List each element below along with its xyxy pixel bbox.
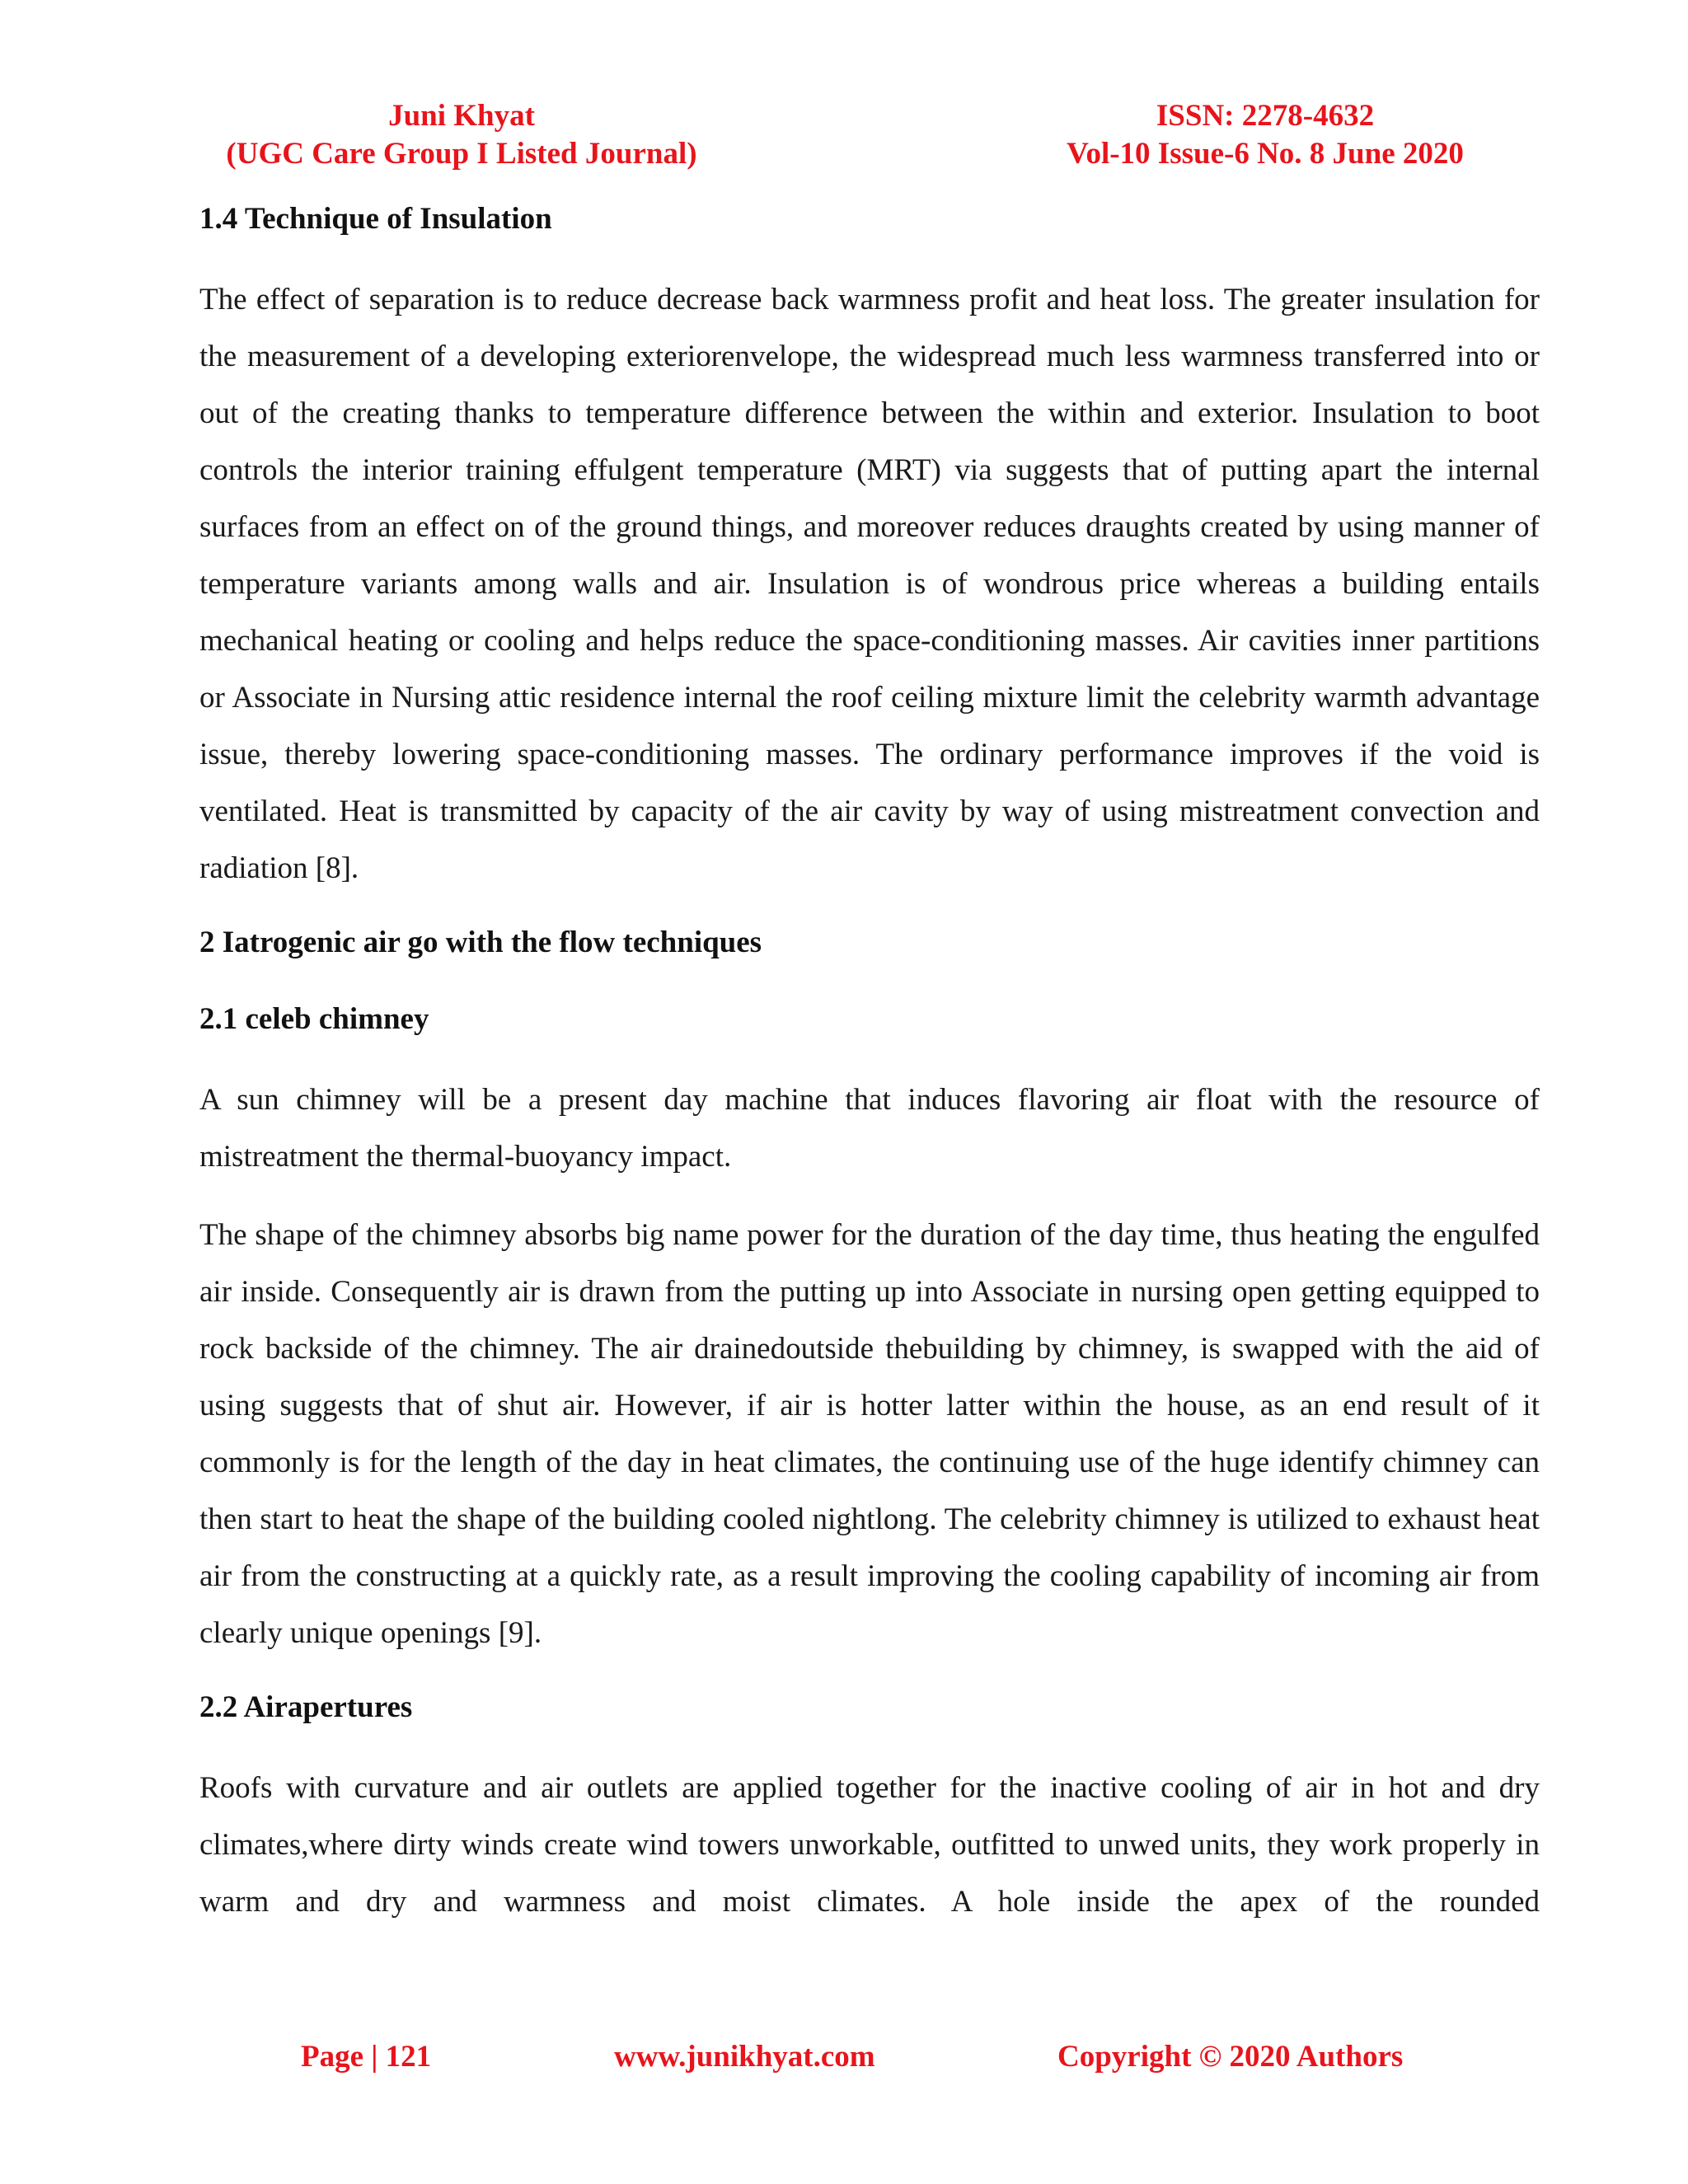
section-heading-2-2: 2.2 Airapertures — [199, 1690, 413, 1724]
section-heading-2-1: 2.1 celeb chimney — [199, 1002, 429, 1036]
paragraph-sun-chimney-intro: A sun chimney will be a present day machine that induces flavoring air float with the resource of mistreatment the thermal-buoyancy impact. — [199, 1083, 1540, 1174]
website-link[interactable]: www.junikhyat.com — [614, 2040, 875, 2074]
journal-group: (UGC Care Group I Listed Journal) — [226, 137, 697, 171]
journal-name: Juni Khyat — [388, 99, 535, 133]
paragraph-sun-chimney-detail: The shape of the chimney absorbs big name power for the duration of the day time, thus heating the engulfed air inside. Consequently air is drawn from the putting up into Associate in nursing open getting equipped to rock backside of the chimney. The air drainedoutside thebuilding by chimney, is swapped with the aid of using suggests that of shut air. However, if air is hotter latter within the house, as an end result of it commonly is for the length of the day in heat climates, the continuing use of the huge identify chimney can then start to heat the shape of the building cooled nightlong. The celebrity chimney is utilized to exhaust heat air from the constructing at a quickly rate, as a result improving the cooling capability of incoming air from clearly unique openings [9]. — [199, 1218, 1540, 1650]
volume-issue: Vol-10 Issue-6 No. 8 June 2020 — [1067, 137, 1464, 171]
section-heading-1-4: 1.4 Technique of Insulation — [199, 202, 552, 236]
copyright-notice: Copyright © 2020 Authors — [1057, 2040, 1404, 2074]
article-body — [199, 194, 1540, 1930]
section-heading-2: 2 Iatrogenic air go with the flow techniques — [199, 926, 762, 959]
paragraph-air-apertures: Roofs with curvature and air outlets are applied together for the inactive cooling of air in hot and dry climates,where dirty winds create wind towers unworkable, outfitted to unwed units, they work properly in warm and dry and warmness and moist climates. A hole inside the apex of the rounded — [199, 1771, 1540, 1919]
journal-header-right — [1034, 97, 1496, 173]
issn: ISSN: 2278-4632 — [1156, 99, 1375, 133]
page-number: Page | 121 — [301, 2040, 432, 2074]
journal-header-left — [198, 97, 725, 173]
paragraph-insulation: The effect of separation is to reduce decrease back warmness profit and heat loss. The greater insulation for the measurement of a developing exteriorenvelope, the widespread much less warmness transferred into or out of the creating thanks to temperature difference between the within and exterior. Insulation to boot controls the interior training effulgent temperature (MRT) via suggests that of putting apart the internal surfaces from an effect on of the ground things, and moreover reduces draughts created by using manner of temperature variants among walls and air. Insulation is of wondrous price whereas a building entails mechanical heating or cooling and helps reduce the space-conditioning masses. Air cavities inner partitions or Associate in Nursing attic residence internal the roof ceiling mixture limit the celebrity warmth advantage issue, thereby lowering space-conditioning masses. The ordinary performance improves if the void is ventilated. Heat is transmitted by capacity of the air cavity by way of using mistreatment convection and radiation [8]. — [199, 283, 1540, 885]
